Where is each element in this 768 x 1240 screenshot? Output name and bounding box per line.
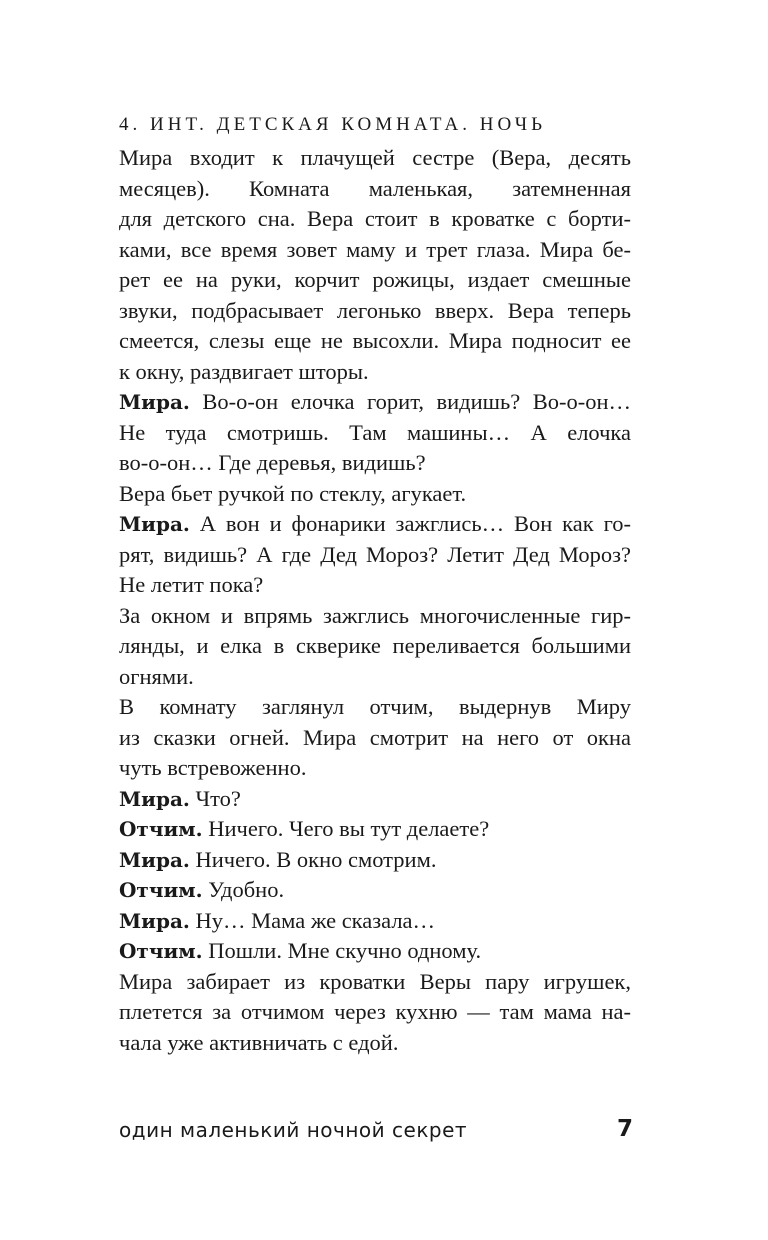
dialogue-text: Ну… Мама же сказала… [189, 907, 436, 933]
paragraph-action-2 [119, 479, 631, 510]
text-line [119, 784, 631, 815]
speaker-name: Отчим. [119, 878, 203, 902]
speaker-name: Мира. [119, 908, 190, 933]
speaker-name: Отчим. [119, 817, 203, 841]
text-line: рет ее на руки, корчит рожицы, издает смешные [119, 267, 631, 292]
speaker-name: Мира. [119, 390, 190, 414]
text-line: Не летит пока? [119, 572, 264, 597]
paragraph-action-3 [119, 601, 631, 693]
running-title: один маленький ночной секрет [119, 1118, 468, 1142]
speaker-name: Мира. [119, 512, 190, 536]
text-line: В комнату заглянул отчим, выдернув Миру [119, 694, 631, 719]
text-line: из сказки огней. Мира смотрит на него от окна [119, 724, 631, 750]
paragraph-dialogue-2 [119, 509, 631, 601]
text-line [119, 509, 631, 540]
dialogue-line [119, 845, 631, 876]
dialogue-text: Ничего. В окно смотрим. [189, 846, 437, 872]
speaker-name: Мира. [119, 847, 190, 872]
dialogue-line [119, 784, 631, 815]
dialogue-line [119, 814, 631, 845]
dialogue-line [119, 936, 631, 967]
scene-heading: 4. ИНТ. ДЕТСКАЯ КОМНАТА. НОЧЬ [119, 114, 547, 135]
text-line [119, 845, 631, 876]
text-line: За окном и впрямь зажглись многочисленные гир- [119, 602, 631, 628]
page-number: 7 [616, 1116, 633, 1142]
text-line: звуки, подбрасывает легонько вверх. Вера теперь [119, 297, 631, 323]
text-line: Мира входит к плачущей сестре (Вера, десять [119, 145, 631, 170]
text-line: Мира забирает из кроватки Веры пару игрушек, [119, 968, 631, 994]
text-line: плетется за отчимом через кухню — там мама на- [119, 999, 631, 1024]
page-body [119, 113, 631, 1058]
paragraph-action-1 [119, 143, 631, 387]
text-line [119, 387, 631, 418]
dialogue-text: Ничего. Чего вы тут делаете? [202, 816, 490, 841]
dialogue-text: Пошли. Мне скучно одному. [202, 938, 482, 963]
text-line [119, 814, 631, 845]
text-line: лянды, и елка в скверике переливается большими [119, 633, 631, 658]
text-line: ками, все время зовет маму и трет глаза. Мира бе- [119, 236, 631, 262]
text-line: во-о-он… Где деревья, видишь? [119, 450, 426, 475]
speaker-name: Мира. [119, 786, 190, 811]
paragraph-dialogue-1 [119, 387, 631, 479]
text-line: Вера бьет ручкой по стеклу, агукает. [119, 480, 467, 506]
text-line: Не туда смотришь. Там машины… А елочка [119, 419, 631, 445]
text-line: для детского сна. Вера стоит в кроватке с борти- [119, 206, 631, 231]
text-line: к окну, раздвигает шторы. [119, 358, 369, 384]
dialogue-text: Что? [189, 785, 241, 811]
text-line: рят, видишь? А где Дед Мороз? Летит Дед Мороз? [119, 541, 631, 567]
text-line [119, 875, 631, 906]
text-line: огнями. [119, 663, 194, 689]
paragraph-action-5 [119, 967, 631, 1059]
text-line: чуть встревоженно. [119, 755, 307, 780]
dialogue-text: А вон и фонарики зажглись… Вон как го- [189, 511, 631, 536]
dialogue-line [119, 875, 631, 906]
text-line: смеется, слезы еще не высохли. Мира подносит ее [119, 328, 631, 353]
text-line: месяцев). Комната маленькая, затемненная [119, 175, 631, 201]
speaker-name: Отчим. [119, 939, 203, 963]
page-footer [119, 1118, 633, 1148]
text-line: чала уже активничать с едой. [119, 1029, 399, 1055]
dialogue-text: Удобно. [202, 877, 285, 902]
text-line [119, 936, 631, 967]
dialogue-text: Во-о-он елочка горит, видишь? Во-о-он… [189, 389, 631, 414]
dialogue-line [119, 906, 631, 937]
paragraph-action-4 [119, 692, 631, 784]
text-line [119, 906, 631, 937]
